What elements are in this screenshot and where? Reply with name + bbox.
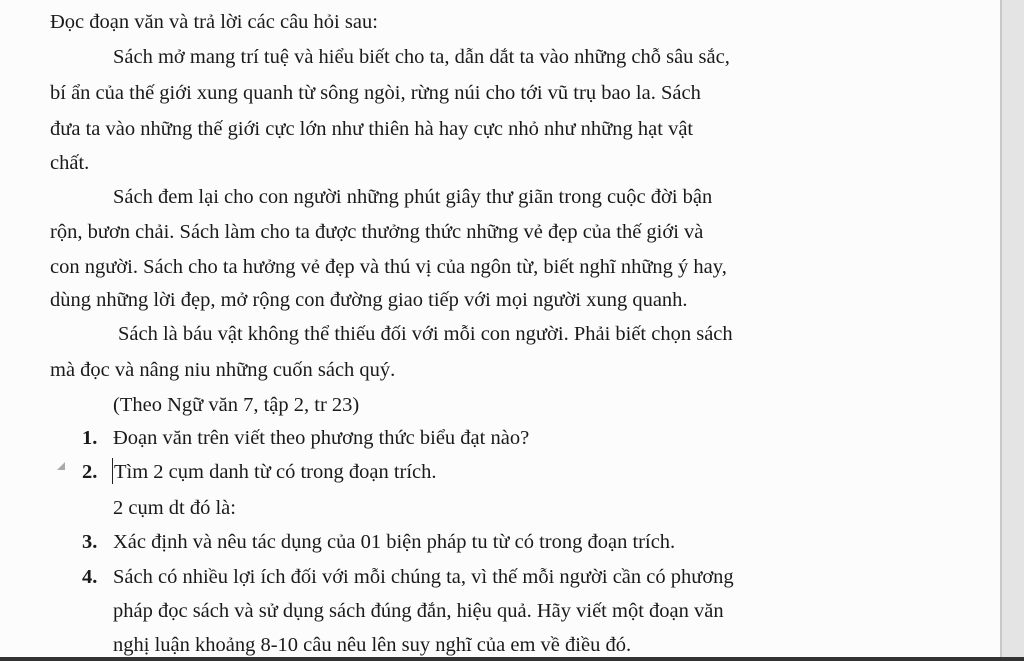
question-text: pháp đọc sách và sử dụng sách đúng đắn, hiệu quả. Hãy viết một đoạn văn bbox=[113, 600, 724, 622]
passage-line: dùng những lời đẹp, mở rộng con đường giao tiếp với mọi người xung quanh. bbox=[50, 289, 688, 311]
question-number: 3. bbox=[82, 531, 98, 553]
window-gutter bbox=[1000, 0, 1024, 661]
answer-text: 2 cụm dt đó là: bbox=[113, 497, 236, 519]
question-text: Đoạn văn trên viết theo phương thức biểu đạt nào? bbox=[113, 427, 530, 449]
passage-line: con người. Sách cho ta hưởng vẻ đẹp và thú vị của ngôn từ, biết nghĩ những ý hay, bbox=[50, 256, 727, 278]
passage-line: Sách là báu vật không thể thiếu đối với mỗi con người. Phải biết chọn sách bbox=[118, 323, 733, 345]
question-text: Tìm 2 cụm danh từ có trong đoạn trích. bbox=[114, 461, 437, 483]
passage-line: rộn, bươn chải. Sách làm cho ta được thưởng thức những vẻ đẹp của thế giới và bbox=[50, 221, 704, 243]
question-text: Xác định và nêu tác dụng của 01 biện pháp tu từ có trong đoạn trích. bbox=[113, 531, 676, 553]
passage-line: Sách đem lại cho con người những phút giây thư giãn trong cuộc đời bận bbox=[113, 186, 713, 208]
passage-line: đưa ta vào những thế giới cực lớn như thiên hà hay cực nhỏ như những hạt vật bbox=[50, 118, 694, 140]
passage-line: bí ẩn của thế giới xung quanh từ sông ngòi, rừng núi cho tới vũ trụ bao la. Sách bbox=[50, 82, 701, 104]
question-number: 2. bbox=[82, 461, 98, 483]
passage-line: chất. bbox=[50, 152, 90, 174]
passage-line: Sách mở mang trí tuệ và hiểu biết cho ta, dẫn dắt ta vào những chỗ sâu sắc, bbox=[113, 46, 730, 68]
heading: Đọc đoạn văn và trả lời các câu hỏi sau: bbox=[50, 11, 378, 33]
passage-line: mà đọc và nâng niu những cuốn sách quý. bbox=[50, 359, 396, 381]
bottom-border bbox=[0, 657, 1024, 661]
question-number: 4. bbox=[82, 566, 98, 588]
question-number: 1. bbox=[82, 427, 98, 449]
question-text: nghị luận khoảng 8-10 câu nêu lên suy nghĩ của em về điều đó. bbox=[113, 634, 632, 656]
source-citation: (Theo Ngữ văn 7, tập 2, tr 23) bbox=[113, 394, 360, 416]
paragraph-collapse-icon[interactable] bbox=[57, 462, 65, 470]
question-text: Sách có nhiều lợi ích đối với mỗi chúng ta, vì thế mỗi người cần có phương bbox=[113, 566, 734, 588]
text-cursor bbox=[112, 458, 113, 484]
